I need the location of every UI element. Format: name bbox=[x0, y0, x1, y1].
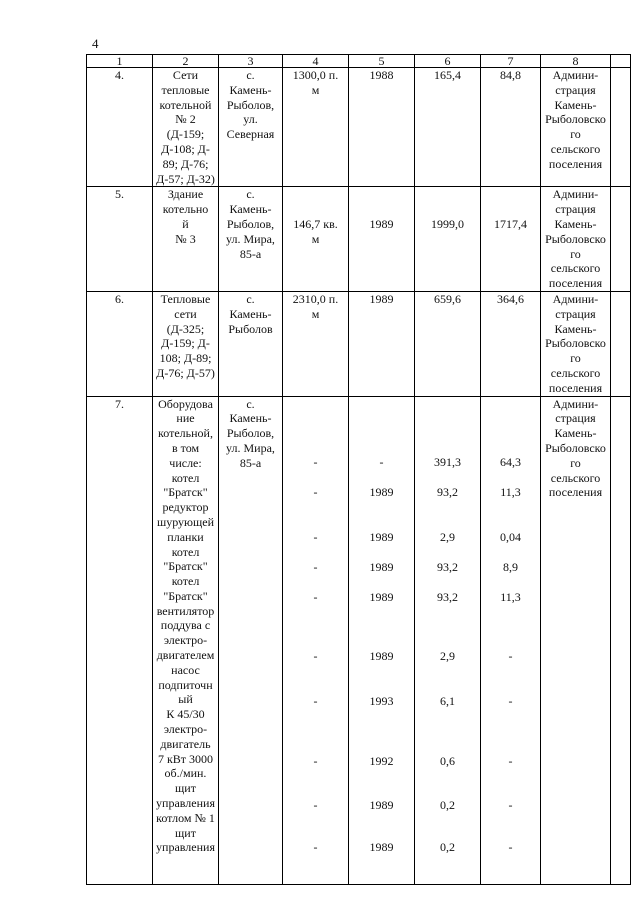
object-size: 1300,0 п. м bbox=[283, 68, 349, 187]
holder: Админи- страция Камень- Рыболовско го сельского поселения bbox=[541, 291, 611, 396]
item-residual: - bbox=[508, 649, 513, 664]
item-balance: 0,6 bbox=[440, 754, 455, 769]
object-name: Сети тепловые котельной № 2 (Д-159; Д-108; Д- 89; Д-76; Д-57; Д-32) bbox=[153, 68, 219, 187]
item-size: - bbox=[313, 840, 318, 855]
row-number: 7. bbox=[87, 396, 153, 885]
item-year: 1989 bbox=[369, 530, 394, 545]
item-balance: 0,2 bbox=[440, 798, 455, 813]
table-row bbox=[87, 396, 631, 885]
item-year: 1989 bbox=[369, 649, 394, 664]
item-year: 1989 bbox=[369, 840, 394, 855]
item-residual: 64,3 bbox=[500, 455, 521, 470]
item-residual: 0,04 bbox=[500, 530, 521, 545]
item-residual: - bbox=[508, 798, 513, 813]
item-balance: 2,9 bbox=[440, 649, 455, 664]
item-size: - bbox=[313, 798, 318, 813]
item-residual: 11,3 bbox=[500, 485, 521, 500]
item-size: - bbox=[313, 530, 318, 545]
item-size: - bbox=[313, 649, 318, 664]
balance-value: 165,4 bbox=[415, 68, 481, 187]
item-size: - bbox=[313, 455, 318, 470]
item-balance: 391,3 bbox=[434, 455, 461, 470]
item-year: 1989 bbox=[369, 590, 394, 605]
object-size: 146,7 кв. м bbox=[283, 187, 349, 292]
item-year: 1989 bbox=[369, 485, 394, 500]
item-size: - bbox=[313, 590, 318, 605]
balance-value: 659,6 bbox=[415, 291, 481, 396]
row-number: 5. bbox=[87, 187, 153, 292]
item-year: 1989 bbox=[369, 798, 394, 813]
item-balance: 0,2 bbox=[440, 840, 455, 855]
item-balance: 93,2 bbox=[437, 560, 458, 575]
row-number: 6. bbox=[87, 291, 153, 396]
item-residual: - bbox=[508, 840, 513, 855]
holder: Админи- страция Камень- Рыболовско го сельского поселения bbox=[541, 187, 611, 292]
column-number: 6 bbox=[415, 55, 481, 68]
property-register-table bbox=[86, 54, 631, 885]
empty-cell bbox=[611, 68, 631, 187]
column-number: 3 bbox=[219, 55, 283, 68]
row-number: 4. bbox=[87, 68, 153, 187]
empty-cell bbox=[611, 396, 631, 885]
item-residual: - bbox=[508, 694, 513, 709]
item-size: - bbox=[313, 694, 318, 709]
residual-value: 84,8 bbox=[481, 68, 541, 187]
empty-cell bbox=[611, 291, 631, 396]
residual-value: 1717,4 bbox=[481, 187, 541, 292]
object-address: с. Камень- Рыболов, ул. Мира, 85-а bbox=[219, 187, 283, 292]
holder: Админи- страция Камень- Рыболовско го сельского поселения bbox=[541, 68, 611, 187]
table-row bbox=[87, 291, 631, 396]
year-built-stack bbox=[349, 396, 415, 885]
object-size-stack bbox=[283, 396, 349, 885]
column-number: 2 bbox=[153, 55, 219, 68]
table-row bbox=[87, 187, 631, 292]
item-residual: 8,9 bbox=[503, 560, 518, 575]
object-address: с. Камень- Рыболов bbox=[219, 291, 283, 396]
item-year: 1993 bbox=[369, 694, 394, 709]
column-number: 5 bbox=[349, 55, 415, 68]
holder: Админи- страция Камень- Рыболовско го сельского поселения bbox=[541, 396, 611, 885]
table-row bbox=[87, 68, 631, 187]
item-year: - bbox=[379, 455, 384, 470]
residual-value: 364,6 bbox=[481, 291, 541, 396]
balance-value: 1999,0 bbox=[415, 187, 481, 292]
item-residual: 11,3 bbox=[500, 590, 521, 605]
object-address: с. Камень- Рыболов, ул. Мира, 85-а bbox=[219, 396, 283, 885]
object-name: Оборудова ние котельной, в том числе: котел "Братск" редуктор шурующей планки котел "Братск" котел "Братск" вентилятор поддува с электро- двигателем насос подпиточн ый К 45/30 электро- двигатель 7 кВт 3000 об./мин. щит управления котлом № 1 щит управления bbox=[153, 396, 219, 885]
item-size: - bbox=[313, 754, 318, 769]
residual-value-stack bbox=[481, 396, 541, 885]
column-number: 1 bbox=[87, 55, 153, 68]
year-built: 1989 bbox=[349, 291, 415, 396]
item-balance: 2,9 bbox=[440, 530, 455, 545]
year-built: 1988 bbox=[349, 68, 415, 187]
object-address: с. Камень- Рыболов, ул. Северная bbox=[219, 68, 283, 187]
column-number: 7 bbox=[481, 55, 541, 68]
column-number-row bbox=[87, 55, 631, 68]
balance-value-stack bbox=[415, 396, 481, 885]
item-size: - bbox=[313, 485, 318, 500]
item-balance: 6,1 bbox=[440, 694, 455, 709]
year-built: 1989 bbox=[349, 187, 415, 292]
object-name: Здание котельно й № 3 bbox=[153, 187, 219, 292]
item-balance: 93,2 bbox=[437, 590, 458, 605]
page-number: 4 bbox=[92, 36, 99, 51]
item-size: - bbox=[313, 560, 318, 575]
object-name: Тепловые сети (Д-325; Д-159; Д- 108; Д-89; Д-76; Д-57) bbox=[153, 291, 219, 396]
item-year: 1992 bbox=[369, 754, 394, 769]
column-number: 4 bbox=[283, 55, 349, 68]
column-number bbox=[611, 55, 631, 68]
item-residual: - bbox=[508, 754, 513, 769]
item-balance: 93,2 bbox=[437, 485, 458, 500]
empty-cell bbox=[611, 187, 631, 292]
item-year: 1989 bbox=[369, 560, 394, 575]
column-number: 8 bbox=[541, 55, 611, 68]
object-size: 2310,0 п. м bbox=[283, 291, 349, 396]
